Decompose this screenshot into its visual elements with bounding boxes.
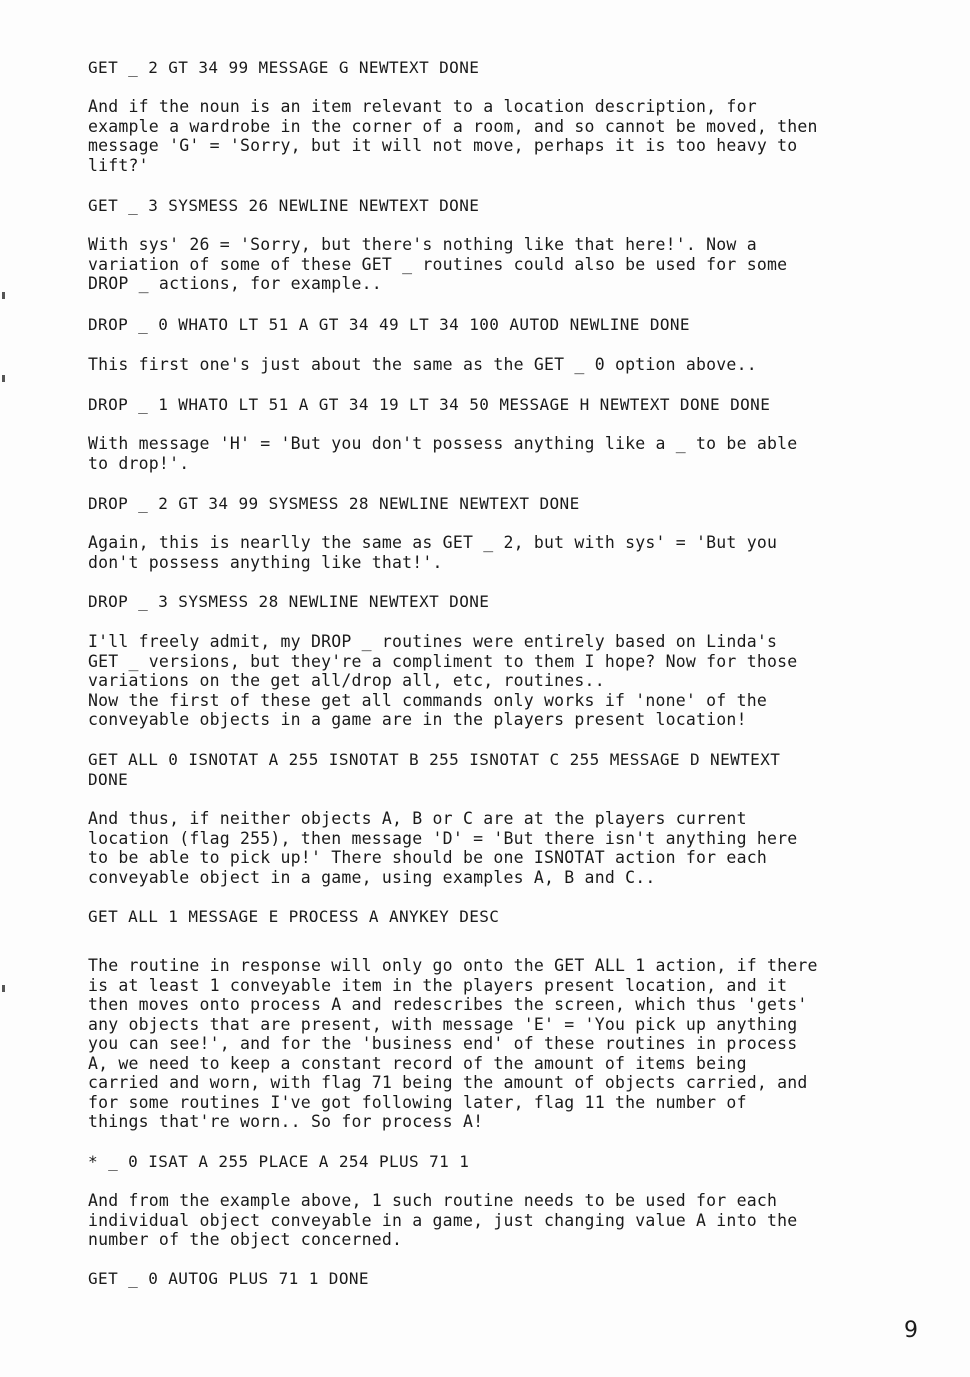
margin-mark bbox=[2, 985, 5, 992]
command-line: DROP _ 3 SYSMESS 28 NEWLINE NEWTEXT DONE bbox=[88, 592, 490, 611]
margin-mark bbox=[2, 375, 5, 382]
command-line: GET _ 0 AUTOG PLUS 71 1 DONE bbox=[88, 1269, 369, 1288]
margin-mark bbox=[2, 292, 5, 299]
body-paragraph: The routine in response will only go onto the GET ALL 1 action, if there is at least 1 conveyable item in the players present location, and it then moves onto process A and redescribes the screen, which thus 'gets' any objects that are present, with message 'E' = 'You pick up anything you can see!', and for the 'business end' of these routines in process A, we need to keep a constant record of the amount of items being carried and worn, with flag 71 being the amount of objects carried, and for some routines I've got following later, flag 11 the number of things that're worn.. So for process A! bbox=[88, 956, 818, 1131]
command-line: GET ALL 0 ISNOTAT A 255 ISNOTAT B 255 ISNOTAT C 255 MESSAGE D NEWTEXT DONE bbox=[88, 750, 781, 789]
command-line: GET _ 3 SYSMESS 26 NEWLINE NEWTEXT DONE bbox=[88, 196, 480, 215]
body-paragraph: And if the noun is an item relevant to a location description, for example a wardrobe in the corner of a room, and so cannot be moved, then message 'G' = 'Sorry, but it will not move, perhaps it is too heavy to lift?' bbox=[88, 97, 818, 175]
body-paragraph: Again, this is nearlly the same as GET _ 2, but with sys' = 'But you don't possess anything like that!'. bbox=[88, 533, 778, 572]
command-line: DROP _ 2 GT 34 99 SYSMESS 28 NEWLINE NEWTEXT DONE bbox=[88, 494, 580, 513]
body-paragraph: With sys' 26 = 'Sorry, but there's nothing like that here!'. Now a variation of some of these GET _ routines could also be used for some DROP _ actions, for example.. bbox=[88, 235, 788, 293]
command-line: GET _ 2 GT 34 99 MESSAGE G NEWTEXT DONE bbox=[88, 58, 480, 77]
body-paragraph: This first one's just about the same as the GET _ 0 option above.. bbox=[88, 355, 757, 374]
body-paragraph: And from the example above, 1 such routine needs to be used for each individual object conveyable in a game, just changing value A into the number of the object concerned. bbox=[88, 1191, 798, 1249]
body-paragraph: I'll freely admit, my DROP _ routines were entirely based on Linda's GET _ versions, but they're a compliment to them I hope? Now for those variations on the get all/drop all, etc, routines.. Now the first of these get all commands only works if 'none' of the conveyable objects in a game are in the players present location! bbox=[88, 632, 798, 729]
command-line: * _ 0 ISAT A 255 PLACE A 254 PLUS 71 1 bbox=[88, 1152, 470, 1171]
command-line: DROP _ 1 WHATO LT 51 A GT 34 19 LT 34 50 MESSAGE H NEWTEXT DONE DONE bbox=[88, 395, 771, 414]
command-line: GET ALL 1 MESSAGE E PROCESS A ANYKEY DESC bbox=[88, 907, 500, 926]
body-paragraph: And thus, if neither objects A, B or C are at the players current location (flag 255), then message 'D' = 'But there isn't anything here to be able to pick up!' There should be one ISNOTAT action for each conveyable object in a game, using examples A, B and C.. bbox=[88, 809, 798, 887]
body-paragraph: With message 'H' = 'But you don't possess anything like a _ to be able to drop!'. bbox=[88, 434, 798, 473]
command-line: DROP _ 0 WHATO LT 51 A GT 34 49 LT 34 100 AUTOD NEWLINE DONE bbox=[88, 315, 690, 334]
page-number: 9 bbox=[904, 1318, 918, 1343]
